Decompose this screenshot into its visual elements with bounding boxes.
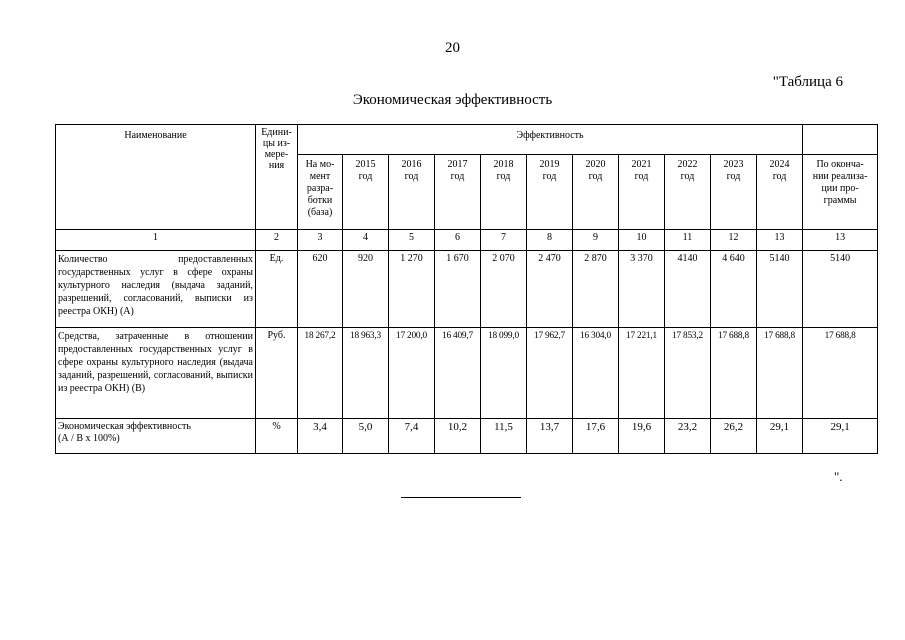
row-value: 17,6	[573, 419, 619, 454]
column-number: 1	[56, 230, 256, 251]
row-name: Средства, затраченные в отношении предоставленных государственных услуг в сфере охраны культурного наследия (выдача заданий, разрешений, согласований, выписки из реестра ОКН) (В)	[56, 328, 256, 419]
row-value: 11,5	[481, 419, 527, 454]
column-number: 7	[481, 230, 527, 251]
header-year	[389, 155, 435, 230]
header-year-text: 2022 год	[677, 159, 698, 182]
row-value: 26,2	[711, 419, 757, 454]
column-number: 5	[389, 230, 435, 251]
table-row	[56, 328, 878, 419]
header-effectiveness: Эффективность	[298, 125, 803, 155]
header-year-text: 2017 год	[447, 159, 468, 182]
header-end-text: По оконча- нии реализа- ции про- граммы	[812, 159, 868, 206]
row-value: 18 963,3	[343, 328, 389, 419]
header-base	[298, 155, 343, 230]
row-value: 2 870	[573, 251, 619, 328]
row-value: 1 270	[389, 251, 435, 328]
row-value: 4140	[665, 251, 711, 328]
header-year-text: 2020 год	[585, 159, 606, 182]
column-number: 12	[711, 230, 757, 251]
row-value: 2 470	[527, 251, 573, 328]
row-unit: Руб.	[256, 328, 298, 419]
row-value: 19,6	[619, 419, 665, 454]
header-row-top	[56, 125, 878, 155]
row-value: 17 688,8	[711, 328, 757, 419]
header-year-text: 2021 год	[631, 159, 652, 182]
header-blank	[803, 125, 878, 155]
header-year-text: 2024 год	[769, 159, 790, 182]
table-row	[56, 419, 878, 454]
column-number: 9	[573, 230, 619, 251]
row-value: 920	[343, 251, 389, 328]
table-reference: "Таблица 6	[772, 74, 843, 90]
row-value: 17 200,0	[389, 328, 435, 419]
row-value: 620	[298, 251, 343, 328]
row-value: 13,7	[527, 419, 573, 454]
row-value: 29,1	[803, 419, 878, 454]
row-value: 2 070	[481, 251, 527, 328]
row-value: 18 267,2	[298, 328, 343, 419]
row-name	[56, 419, 256, 454]
row-value: 5140	[803, 251, 878, 328]
header-year	[711, 155, 757, 230]
header-year	[665, 155, 711, 230]
header-unit-text: Едини- цы из- мере- ния	[261, 127, 292, 171]
page-number: 20	[445, 40, 460, 56]
header-year	[435, 155, 481, 230]
row-unit: %	[256, 419, 298, 454]
row-value: 23,2	[665, 419, 711, 454]
row-value: 5140	[757, 251, 803, 328]
header-base-text: На мо- мент разра- ботки (база)	[305, 159, 335, 218]
separator-line	[401, 497, 521, 498]
header-end	[803, 155, 878, 230]
column-number: 4	[343, 230, 389, 251]
header-year-text: 2015 год	[355, 159, 376, 182]
row-name-text: Экономическая эффективность (А / В х 100%)	[58, 421, 191, 444]
row-value: 16 409,7	[435, 328, 481, 419]
row-value: 17 853,2	[665, 328, 711, 419]
row-value: 5,0	[343, 419, 389, 454]
header-year	[757, 155, 803, 230]
column-number: 11	[665, 230, 711, 251]
row-value: 17 962,7	[527, 328, 573, 419]
row-value: 17 688,8	[757, 328, 803, 419]
header-year-text: 2019 год	[539, 159, 560, 182]
row-value: 17 221,1	[619, 328, 665, 419]
efficiency-table	[55, 124, 878, 454]
column-number: 6	[435, 230, 481, 251]
column-number: 2	[256, 230, 298, 251]
row-value: 10,2	[435, 419, 481, 454]
column-number: 13	[757, 230, 803, 251]
column-number: 10	[619, 230, 665, 251]
row-value: 29,1	[757, 419, 803, 454]
column-number: 13	[803, 230, 878, 251]
header-unit	[256, 125, 298, 230]
header-year-text: 2018 год	[493, 159, 514, 182]
header-name: Наименование	[56, 125, 256, 230]
row-value: 3 370	[619, 251, 665, 328]
header-year	[619, 155, 665, 230]
row-value: 18 099,0	[481, 328, 527, 419]
row-value: 1 670	[435, 251, 481, 328]
header-year	[343, 155, 389, 230]
header-year-text: 2023 год	[723, 159, 744, 182]
column-number: 3	[298, 230, 343, 251]
row-value: 7,4	[389, 419, 435, 454]
row-value: 4 640	[711, 251, 757, 328]
row-value: 17 688,8	[803, 328, 878, 419]
column-number: 8	[527, 230, 573, 251]
row-value: 16 304,0	[573, 328, 619, 419]
row-name: Количество предоставленных государственных услуг в сфере охраны культурного наследия (выдача заданий, разрешений, согласований, выписки из реестра ОКН) (А)	[56, 251, 256, 328]
closing-quote: ".	[834, 469, 843, 484]
table-row	[56, 251, 878, 328]
column-number-row	[56, 230, 878, 251]
header-year-text: 2016 год	[401, 159, 422, 182]
row-unit: Ед.	[256, 251, 298, 328]
header-year	[573, 155, 619, 230]
header-year	[527, 155, 573, 230]
header-year	[481, 155, 527, 230]
table-title: Экономическая эффективность	[352, 92, 553, 108]
row-value: 3,4	[298, 419, 343, 454]
